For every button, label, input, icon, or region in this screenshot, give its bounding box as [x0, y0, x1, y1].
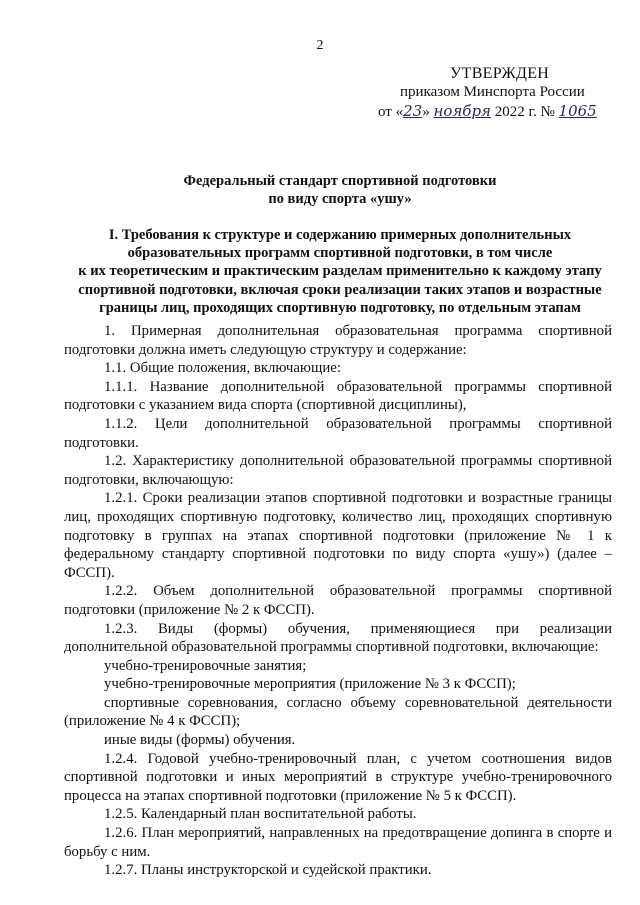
paragraph: 1.1.2. Цели дополнительной образовательной программы спортивной подготовки. [64, 415, 612, 451]
paragraph: 1. Примерная дополнительная образовательная программа спортивной подготовки должна иметь следующую структуру и содержание: [64, 323, 612, 358]
paragraph: учебно-тренировочные мероприятия (приложение № 3 к ФССП); [104, 676, 516, 693]
date-year: 2022 г. № [491, 104, 559, 120]
paragraph: 1.2.7. Планы инструкторской и судейской практики. [104, 862, 432, 879]
section-title-line: границы лиц, проходящих спортивную подготовку, по отдельным этапам [99, 299, 581, 316]
paragraph: 1.2.4. Годовой учебно-тренировочный план, с учетом соотношения видов спортивной подготовки и иных мероприятий в структуре учебно-тренировочного процесса на этапах спортивной подготовки (приложение № 5 к ФССП). [64, 750, 612, 804]
section-title-line: к их теоретическим и практическим разделам применительно к каждому этапу [78, 263, 602, 280]
handwritten-day: 23 [403, 102, 423, 120]
approval-title: УТВЕРЖДЕН [450, 65, 550, 82]
heading-line: Федеральный стандарт спортивной подготовки [183, 173, 497, 189]
paragraph: спортивные соревнования, согласно объему соревновательной деятельности (приложение № 4 к ФССП); [64, 694, 612, 730]
paragraph: 1.2.3. Виды (формы) обучения, применяющиеся при реализации дополнительной образовательной программы спортивной подготовки, включающие: [64, 620, 612, 656]
paragraph: 1.2.5. Календарный план воспитательной работы. [104, 806, 417, 823]
paragraph: 1.1.1. Название дополнительной образовательной программы спортивной подготовки с указанием вида спорта (спортивной дисциплины), [64, 378, 612, 414]
paragraph: 1.2.6. План мероприятий, направленных на предотвращение допинга в спорте и борьбу с ним. [64, 825, 612, 860]
paragraph: 1.1. Общие положения, включающие: [104, 360, 341, 377]
paragraph: 1.2.1. Сроки реализации этапов спортивной подготовки и возрастные границы лиц, проходящих спортивную подготовку, количество лиц, проходящих спортивную подготовку в группах на этапах спортивной подготовки (приложение № 1 к федеральному стандарту спортивной подготовки по виду спорта «ушу») (далее – ФССП). [64, 490, 612, 581]
document-heading [60, 172, 620, 208]
approval-block [370, 64, 620, 122]
page-number: 2 [316, 38, 324, 53]
approval-order: приказом Минспорта России [400, 84, 585, 100]
section-title-line: I. Требования к структуре и содержанию примерных дополнительных [108, 227, 572, 243]
paragraph: иные виды (формы) обучения. [104, 732, 296, 749]
section-title-line: образовательных программ спортивной подготовки, в том числе [127, 245, 553, 262]
section-title [56, 226, 624, 317]
heading-line: по виду спорта «ушу» [268, 191, 412, 207]
document-body [64, 322, 612, 880]
paragraph: 1.2. Характеристику дополнительной образовательной программы спортивной подготовки, включающую: [64, 453, 612, 488]
handwritten-order-number: 1065 [558, 102, 597, 120]
approval-date-line [370, 102, 620, 122]
paragraph: учебно-тренировочные занятия; [104, 657, 307, 674]
date-prefix: от « [378, 104, 404, 120]
paragraph: 1.2.2. Объем дополнительной образовательной программы спортивной подготовки (приложение № 2 к ФССП). [64, 583, 612, 618]
date-mid: » [422, 104, 434, 120]
section-title-line: спортивной подготовки, включая сроки реализации таких этапов и возрастные [78, 281, 602, 298]
handwritten-month: ноября [433, 102, 491, 120]
